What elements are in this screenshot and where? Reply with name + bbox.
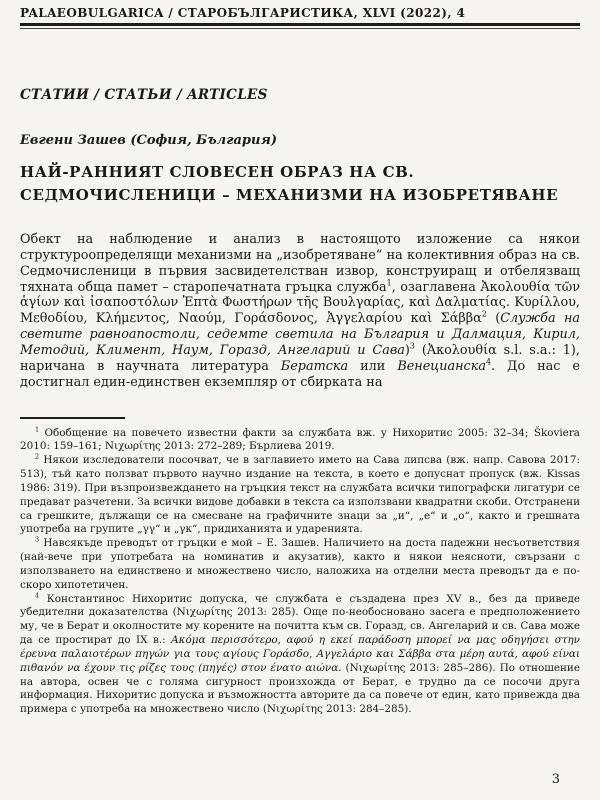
footnote-1: $^1$ Обобщение на повечето известни факти за службата вж. у Нихоритис 2005: 32–34; Škoviera 2010: 159–161; Νιχωρίτης 2013: 272–289; Бърлиева 2019. (20, 425, 580, 453)
body-paragraph: Обект на наблюдение и анализ в настоящото изложение са някои структуроопределящи механизми на „изобретяване“ на колективния образ на св. Седмочисленици в първия засвидетелстван извор, конструиращ и отбелязващ тяхната обща памет – старопечатната гръцка служба$^1$, озаглавена Ἀκολουθία τῶν ἁγίων καὶ ἰσαποστόλων Ἑπτὰ Φωστήρων τῆς Βουλγαρίας, καὶ Δαλματίας. Κυρίλλου, Μεθοδίου, Κλήμεντος, Ναούμ, Γοράσδονος, Ἀγγελαρίου καὶ Σάββα$^2$ (Служба на светите равноапостоли, седемте светила на България и Далмация, Кирил, Методий, Климент, Наум, Горазд, Ангеларий и Сава)$^3$ (Ἀκολουθία s.l. s.a.: 1), наричана в научната литература Бератска или Венецианска$^4$. До нас е достигнал един-единствен екземпляр от сбирката на (20, 232, 581, 390)
author-line: Евгени Зашев (София, България) (20, 133, 277, 148)
running-head: PALAEOBULGARICA / СТАРОБЪЛГАРИСТИКА, XLVI (2022), 4 (20, 6, 466, 20)
footnote-4: $^4$ Константинос Нихоритис допуска, че службата е създадена през XV в., без да приведе убедителни доказателства (Νιχωρίτης 2013: 285). Още по-необосновано засега е предположението му, че в Берат и околностите му корените на почитта към св. Горазд, св. Ангеларий и св. Сава може да се простират до IX в.: Ακόμα περισσότερο, αφού η εκεί παράδοση μπορεί να μας οδηγήσει στην έρευνα παλαιοτέρων πηγών για τους αγίους Γοράσδο, Αγγελάριο και Σάββα στα μέρη αυτά, αφού είναι πιθανόν να έχουν τις ρίζες τους (πηγές) στον ένατο αιώνα. (Νιχωρίτης 2013: 285–286). По отношение на автора, освен че с голяма сигурност произхожда от Берат, е трудно да се посочи друга информация. Нихоритис допуска и възможността авторите да са повече от един, като привежда два примера с употреба на множествено число (Νιχωρίτης 2013: 284–285). (20, 591, 581, 716)
article-title: НАЙ-РАННИЯТ СЛОВЕСЕН ОБРАЗ НА СВ. СЕДМОЧИСЛЕНИЦИ – МЕХАНИЗМИ НА ИЗОБРЕТЯВАНЕ (20, 163, 559, 204)
page-header (20, 6, 580, 29)
footnote-3: $^3$ Навсякъде преводът от гръцки е мой – Е. Зашев. Наличието на доста падежни несъответствия (най-вече при употребата на номинатив и акузатив), както и някои неясноти, свързани с използването на единствено и множествено число, наложиха на отделни места преводът да е по-скоро хипотетичен. (20, 535, 580, 591)
page-number: 3 (551, 772, 560, 787)
footnote-separator (20, 417, 125, 419)
footnote-2: $^2$ Някои изследователи посочват, че в заглавието името на Сава липсва (вж. напр. Савова 2017: 513), тъй като ползват първото научно издание на текста, в което е допуснат пропуск (вж. Kissas 1986: 319). При възпроизвеждането на гръцкия текст на службата всички типографски лигатури се предават разчетени. За всички видове добавки в текста са използвани квадратни скоби. Отстранени са грешките, дължащи се на смесване на графичните знаци за „и“, „е“ и „о“, както и грешната употреба на групите „γγ“ и „γκ“, придиханията и ударенията. (20, 452, 580, 536)
header-rule (20, 23, 580, 29)
section-heading: СТАТИИ / СТАТЬИ / ARTICLES (20, 87, 268, 103)
footnotes-section (20, 427, 580, 717)
